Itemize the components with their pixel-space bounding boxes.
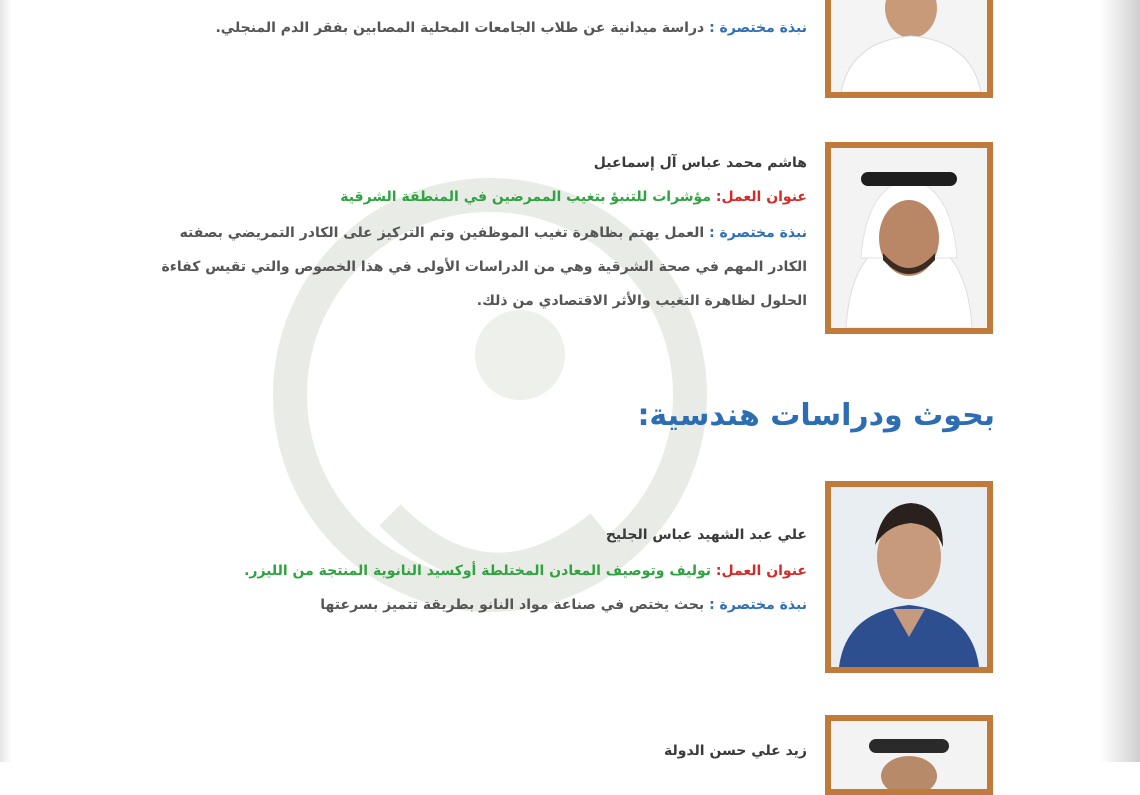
title-text: توليف وتوصيف المعادن المختلطة أوكسيد النانوية المنتجة من الليزر. <box>244 563 711 579</box>
profile-photo-4 <box>825 715 993 795</box>
summary-text: بحث يختص في صناعة مواد النانو بطريقة تتميز بسرعتها <box>320 597 705 613</box>
summary-text: العمل يهتم بظاهرة تغيب الموظفين وتم التركيز على الكادر التمريضي بصفته <box>179 225 705 241</box>
section-heading: بحوث ودراسات هندسية: <box>637 398 995 433</box>
entry-1-summary-line-1 <box>215 18 807 38</box>
summary-text: دراسة ميدانية عن طلاب الجامعات المحلية المصابين بفقر الدم المنجلي. <box>215 20 705 36</box>
summary-label: نبذة مختصرة : <box>709 225 807 241</box>
entry-2-summary-line-3: الحلول لظاهرة التغيب والأثر الاقتصادي من ذلك. <box>476 293 807 309</box>
entry-2-summary-line-2: الكادر المهم في صحة الشرقية وهي من الدراسات الأولى في هذا الخصوص والتي تقيس كفاءة <box>161 259 807 275</box>
entry-2-name: هاشم محمد عباس آل إسماعيل <box>593 155 807 171</box>
summary-label: نبذة مختصرة : <box>709 20 807 36</box>
entry-3-title <box>244 561 807 581</box>
entry-2-summary-line-1 <box>180 223 807 243</box>
entry-2-title <box>340 187 807 207</box>
summary-label: نبذة مختصرة : <box>709 597 807 613</box>
title-label: عنوان العمل: <box>715 563 807 579</box>
profile-photo-3 <box>825 481 993 673</box>
entry-4-name: زيد علي حسن الدولة <box>664 743 807 759</box>
page-edge-right <box>1100 0 1140 762</box>
entry-3-name: علي عبد الشهيد عباس الجليح <box>605 527 807 543</box>
title-text: مؤشرات للتنبؤ بتغيب الممرضين في المنطقة الشرقية <box>340 189 711 205</box>
profile-photo-1 <box>825 0 993 98</box>
page-edge-left <box>0 0 12 762</box>
entry-3-summary-line-1 <box>320 595 807 615</box>
profile-photo-2 <box>825 142 993 334</box>
title-label: عنوان العمل: <box>715 189 807 205</box>
